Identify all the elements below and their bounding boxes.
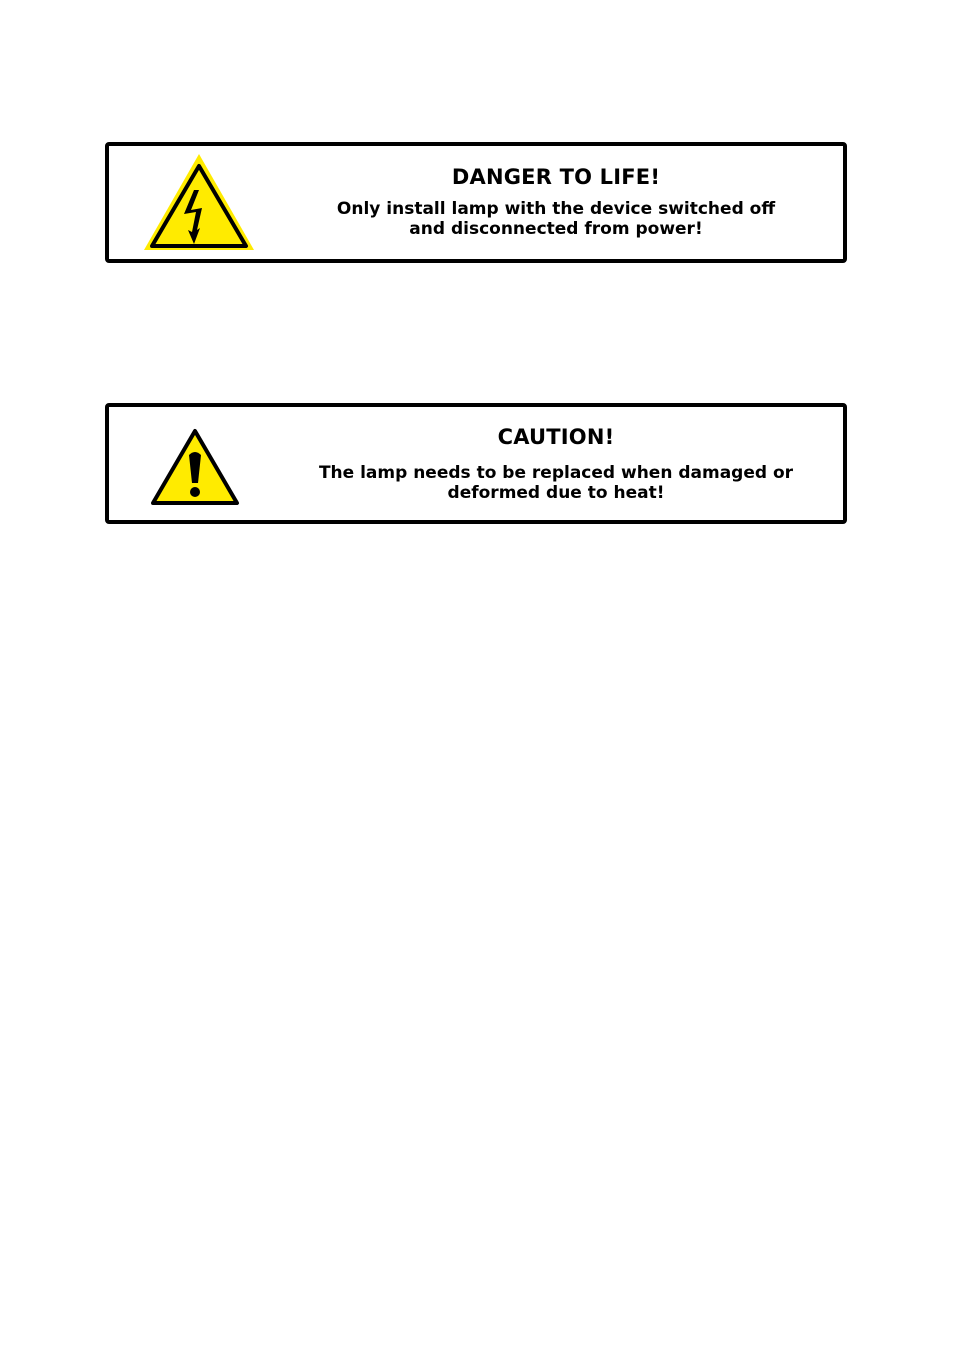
caution-text-block: [279, 423, 833, 503]
danger-message-line-2: and disconnected from power!: [409, 219, 703, 239]
danger-heading: DANGER TO LIFE!: [451, 165, 661, 189]
danger-message: [279, 199, 833, 239]
danger-warning-box: [105, 142, 847, 263]
caution-message-line-1: The lamp needs to be replaced when damaged or: [318, 463, 794, 483]
caution-message: [279, 463, 833, 503]
caution-exclamation-icon: [149, 425, 241, 509]
danger-text-block: [279, 163, 833, 239]
caution-warning-box: [105, 403, 847, 524]
caution-message-line-2: deformed due to heat!: [447, 483, 665, 503]
electrical-hazard-icon: [142, 152, 256, 252]
danger-message-line-1: Only install lamp with the device switched off: [336, 199, 776, 219]
caution-heading: CAUTION!: [497, 425, 615, 449]
